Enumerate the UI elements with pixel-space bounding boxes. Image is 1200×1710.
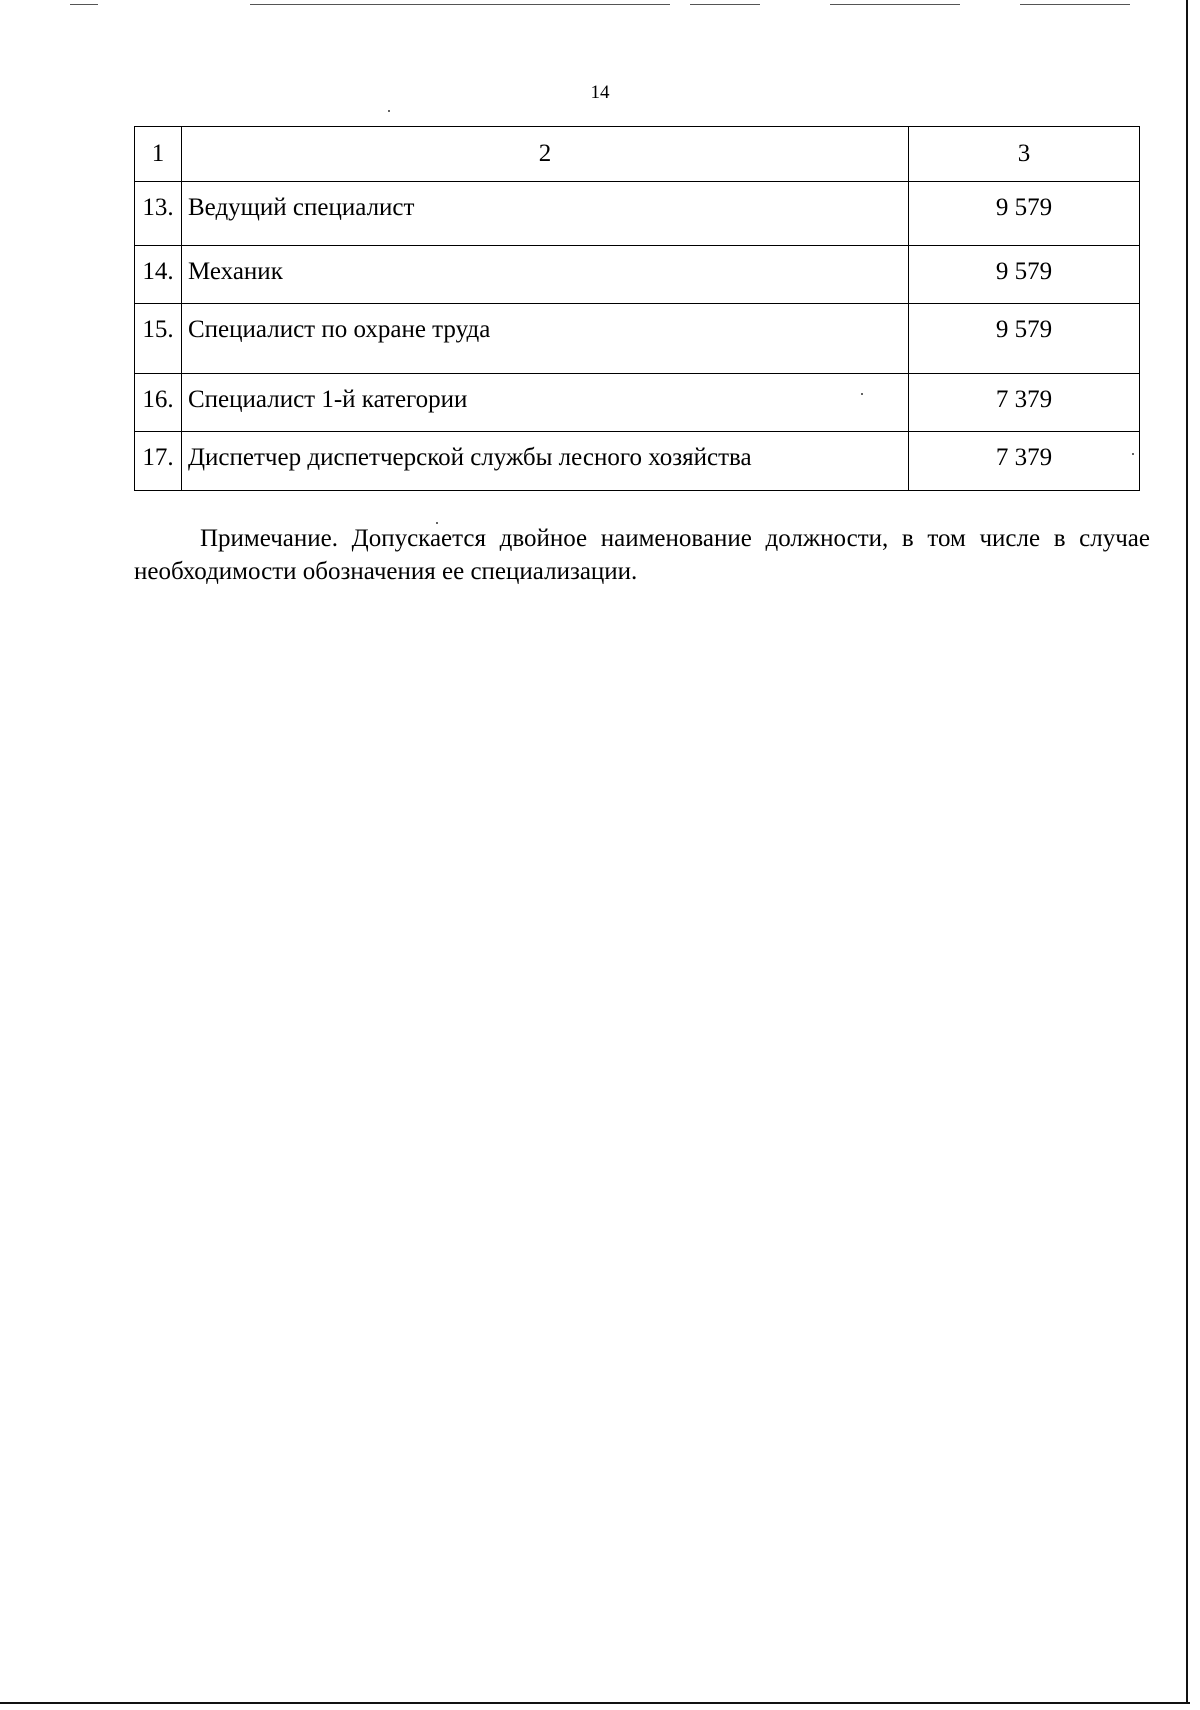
header-cell-1: 1 — [135, 127, 182, 182]
salary-value: 7 379 — [909, 432, 1140, 491]
table-row — [135, 182, 1140, 246]
row-number: 13. — [135, 182, 182, 246]
row-number: 17. — [135, 432, 182, 491]
row-number: 14. — [135, 246, 182, 304]
table-row — [135, 432, 1140, 491]
page-bottom-border — [0, 1702, 1190, 1704]
table-row — [135, 304, 1140, 374]
scan-line-artifact — [70, 4, 98, 5]
page-right-border — [1186, 0, 1188, 1704]
positions-table — [134, 126, 1140, 491]
scan-line-artifact — [1020, 4, 1130, 5]
scan-speck — [388, 110, 390, 112]
row-number: 15. — [135, 304, 182, 374]
scan-line-artifact — [830, 4, 960, 5]
position-name: Механик — [182, 246, 909, 304]
salary-value: 9 579 — [909, 304, 1140, 374]
header-cell-2: 2 — [182, 127, 909, 182]
table-row — [135, 246, 1140, 304]
salary-value: 9 579 — [909, 182, 1140, 246]
position-name: Специалист 1-й категории — [182, 374, 909, 432]
scan-line-artifact — [690, 4, 760, 5]
note-paragraph: Примечание. Допускается двойное наименование должности, в том числе в случае необходимости обозначения ее специализации. — [134, 525, 1150, 585]
header-cell-3: 3 — [909, 127, 1140, 182]
position-name: Специалист по охране труда — [182, 304, 909, 374]
scan-line-artifact — [250, 4, 670, 5]
salary-value: 7 379 — [909, 374, 1140, 432]
page-number: 14 — [590, 82, 610, 103]
row-number: 16. — [135, 374, 182, 432]
position-name: Диспетчер диспетчерской службы лесного хозяйства — [182, 432, 909, 491]
table-row — [135, 374, 1140, 432]
table-header-row — [135, 127, 1140, 182]
position-name: Ведущий специалист — [182, 182, 909, 246]
salary-value: 9 579 — [909, 246, 1140, 304]
